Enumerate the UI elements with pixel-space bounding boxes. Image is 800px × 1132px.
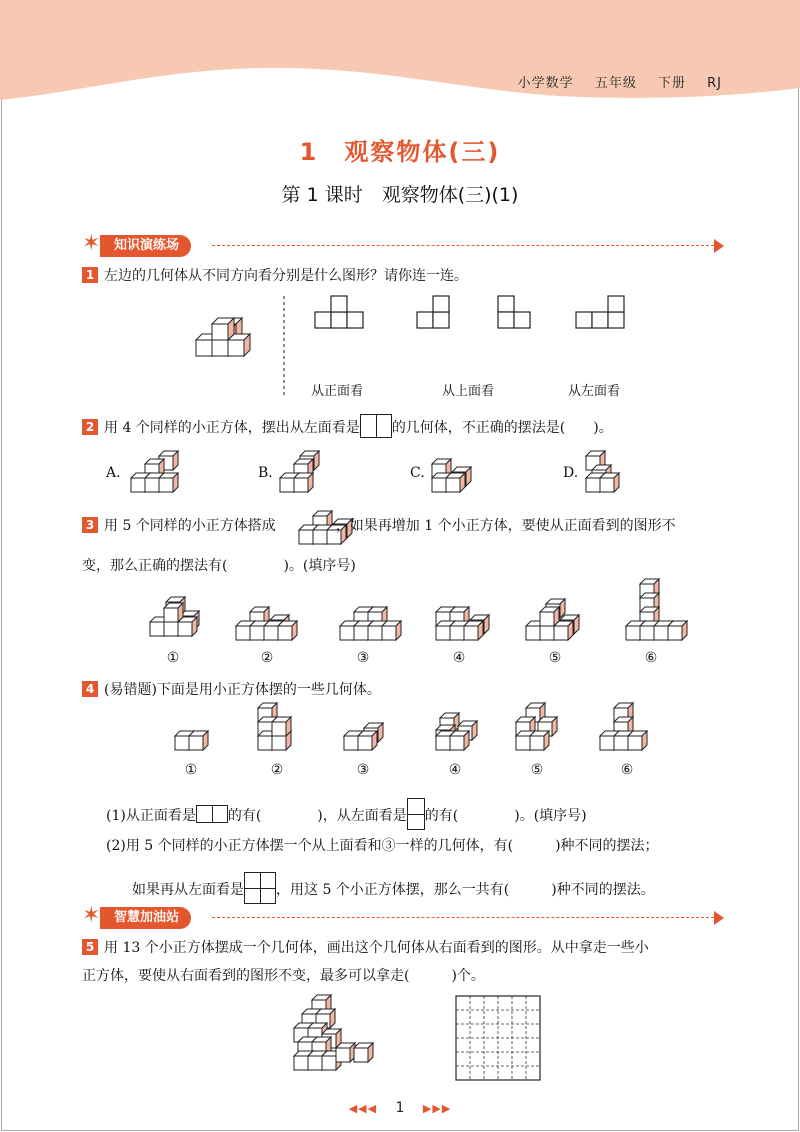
question-number: 1 [82,267,98,283]
q4-solid-6 [600,703,647,750]
q3-solid-3 [340,607,401,640]
sub1-text-c: 的有( )。(填序号) [424,808,587,824]
question-text-line1: 用 13 个小正方体摆成一个几何体，画出这个几何体从右面看到的图形。从中拿走一些小 [104,940,649,956]
q5-answer-grid[interactable] [456,996,540,1080]
question-text-after: 的几何体，不正确的摆法是( )。 [391,420,613,436]
question-4-sub1 [106,798,587,830]
q3-solid-1 [150,597,199,636]
q3-solid-2 [236,607,297,640]
q1-label-left: 从左面看 [568,384,621,399]
arrow-icon [714,911,724,925]
q4-solid-4 [436,713,477,750]
q3-label-3: ③ [356,650,370,666]
page-footer [0,1100,800,1116]
question-2 [82,414,613,438]
question-4-sub2: (2)用 5 个同样的小正方体摆一个从上面看和③一样的几何体，有( )种不同的摆法； [106,838,659,854]
header-grade: 五年级 [594,76,637,91]
q4-label-1: ① [184,762,198,778]
q5-solid [294,995,373,1070]
option-c-label[interactable]: C. [410,465,425,481]
sub3-text-b: ，用这 5 个小正方体摆，那么一共有( )种不同的摆法。 [276,882,655,898]
star-icon: ✶ [82,903,101,928]
q4-label-5: ⑤ [530,762,544,778]
q1-label-top: 从上面看 [442,384,495,399]
q1-view-shape-1 [315,296,363,328]
q4-label-2: ② [270,762,284,778]
star-icon: ✶ [82,231,101,256]
section-bar-challenge [82,903,724,929]
q3-solid-6 [626,579,687,640]
question-number: 3 [82,517,98,533]
q2-option-b-solid [280,451,319,492]
q3-solid-5 [526,599,579,640]
section-title: 知识演练场 [100,235,191,257]
q2-option-d-solid [586,451,619,492]
prev-arrows-icon: ◀◀◀ [348,1102,378,1115]
question-number: 4 [82,681,98,697]
q3-label-5: ⑤ [548,650,562,666]
question-text-before: 用 4 个同样的小正方体，摆出从左面看是 [104,420,360,436]
q4-label-3: ③ [356,762,370,778]
q3-label-6: ⑥ [644,650,658,666]
q3-solid-4 [436,607,489,640]
question-4-sub3 [132,872,655,904]
question-text: (易错题)下面是用小正方体摆的一些几何体。 [104,682,381,698]
q4-label-4: ④ [448,762,462,778]
lesson-title: 第 1 课时 观察物体(三)(1) [281,184,519,206]
sub1-text-b: 的有( )，从左面看是 [227,808,407,824]
dashed-divider [212,917,714,918]
q4-label-6: ⑥ [620,762,634,778]
q2-option-a-solid [131,451,178,492]
left-view-figure [360,414,392,438]
q4-solid-5 [516,703,557,750]
q4-solid-3 [344,723,383,750]
q1-view-shape-4 [576,296,624,328]
q4-solid-2 [258,703,291,750]
q3-label-2: ② [260,650,274,666]
question-5 [82,938,649,958]
chapter-title: 1 观察物体(三) [299,138,501,166]
option-b-label[interactable]: B. [258,465,273,481]
left-view-figure [407,798,425,830]
section-title: 智慧加油站 [100,907,191,929]
question-3-line2: 变，那么正确的摆法有( )。(填序号) [82,558,356,574]
question-4 [82,680,381,700]
question-text: 左边的几何体从不同方向看分别是什么图形？请你连一连。 [104,268,468,284]
sub3-text-a: 如果再从左面看是 [132,882,244,898]
header-subject: 小学数学 [517,76,574,91]
q1-solid [196,318,250,356]
header-edition: RJ [707,76,722,91]
q4-solid-1 [175,731,208,750]
question-3 [82,516,676,536]
option-a-label[interactable]: A. [106,465,121,481]
page-number: 1 [395,1100,405,1116]
q1-label-front: 从正面看 [311,384,364,399]
header-volume: 下册 [657,76,686,91]
next-arrows-icon: ▶▶▶ [422,1102,452,1115]
q2-option-c-solid [432,459,471,492]
left-view-figure-2x2 [244,872,276,904]
q3-label-4: ④ [452,650,466,666]
question-number: 5 [82,939,98,955]
q3-label-1: ① [166,650,180,666]
sub1-text-a: (1)从正面看是 [106,808,196,824]
question-text-before: 用 5 个同样的小正方体搭成 [104,518,276,534]
q1-view-shape-2 [417,296,449,328]
question-text-after: ，如果再增加 1 个小正方体，要使从正面看到的图形不 [335,518,676,534]
question-number: 2 [82,419,98,435]
question-5-line2: 正方体，要使从右面看到的图形不变，最多可以拿走( )个。 [82,968,485,984]
q1-view-shape-3 [498,296,530,328]
option-d-label[interactable]: D. [563,465,579,481]
front-view-figure [196,805,228,823]
